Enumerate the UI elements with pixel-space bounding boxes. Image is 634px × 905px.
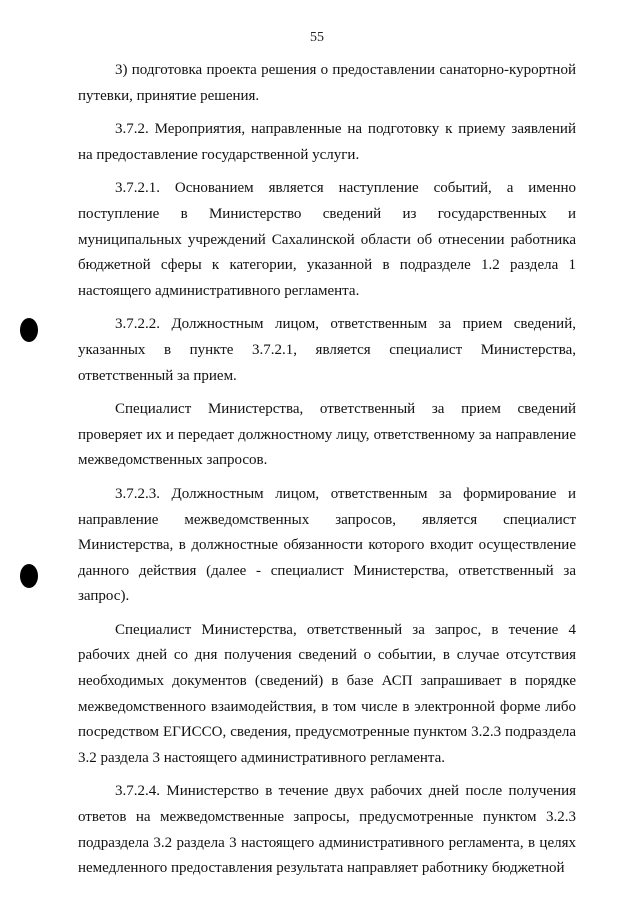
paragraph: 3.7.2. Мероприятия, направленные на подготовку к приему заявлений на предоставление государственной услуги. bbox=[78, 121, 576, 163]
page-number: 55 bbox=[310, 30, 324, 45]
paragraph: Специалист Министерства, ответственный за прием сведений проверяет их и передает должностному лицу, ответственному за направление межведомственных запросов. bbox=[78, 401, 576, 469]
punch-hole-mark bbox=[20, 318, 38, 342]
paragraph: 3.7.2.2. Должностным лицом, ответственным за прием сведений, указанных в пункте 3.7.2.1, является специалист Министерства, ответственный за прием. bbox=[78, 316, 576, 384]
paragraph: 3) подготовка проекта решения о предоставлении санаторно-курортной путевки, принятие решения. bbox=[78, 62, 576, 104]
document-body bbox=[78, 58, 576, 882]
paragraph: Специалист Министерства, ответственный за запрос, в течение 4 рабочих дней со дня получения сведений о событии, в случае отсутствия необходимых документов (сведений) в базе АСП запрашивает в порядке межведомственного взаимодействия, в том числе в электронной форме либо посредством ЕГИССО, сведения, предусмотренные пунктом 3.2.3 подраздела 3.2 раздела 3 настоящего административного регламента. bbox=[78, 621, 576, 766]
paragraph: 3.7.2.4. Министерство в течение двух рабочих дней после получения ответов на межведомственные запросы, предусмотренные пунктом 3.2.3 подраздела 3.2 раздела 3 настоящего административного регламента, в целях немедленного предоставления результата направляет работнику бюджетной bbox=[78, 783, 576, 877]
punch-hole-mark bbox=[20, 564, 38, 588]
paragraph: 3.7.2.1. Основанием является наступление событий, а именно поступление в Министерство сведений из государственных и муниципальных учреждений Сахалинской области об отнесении работника бюджетной сферы к категории, указанной в подразделе 1.2 раздела 1 настоящего административного регламента. bbox=[78, 180, 576, 299]
paragraph: 3.7.2.3. Должностным лицом, ответственным за формирование и направление межведомственных запросов, является специалист Министерства, в должностные обязанности которого входит осуществление данного действия (далее - специалист Министерства, ответственный за запрос). bbox=[78, 485, 576, 605]
